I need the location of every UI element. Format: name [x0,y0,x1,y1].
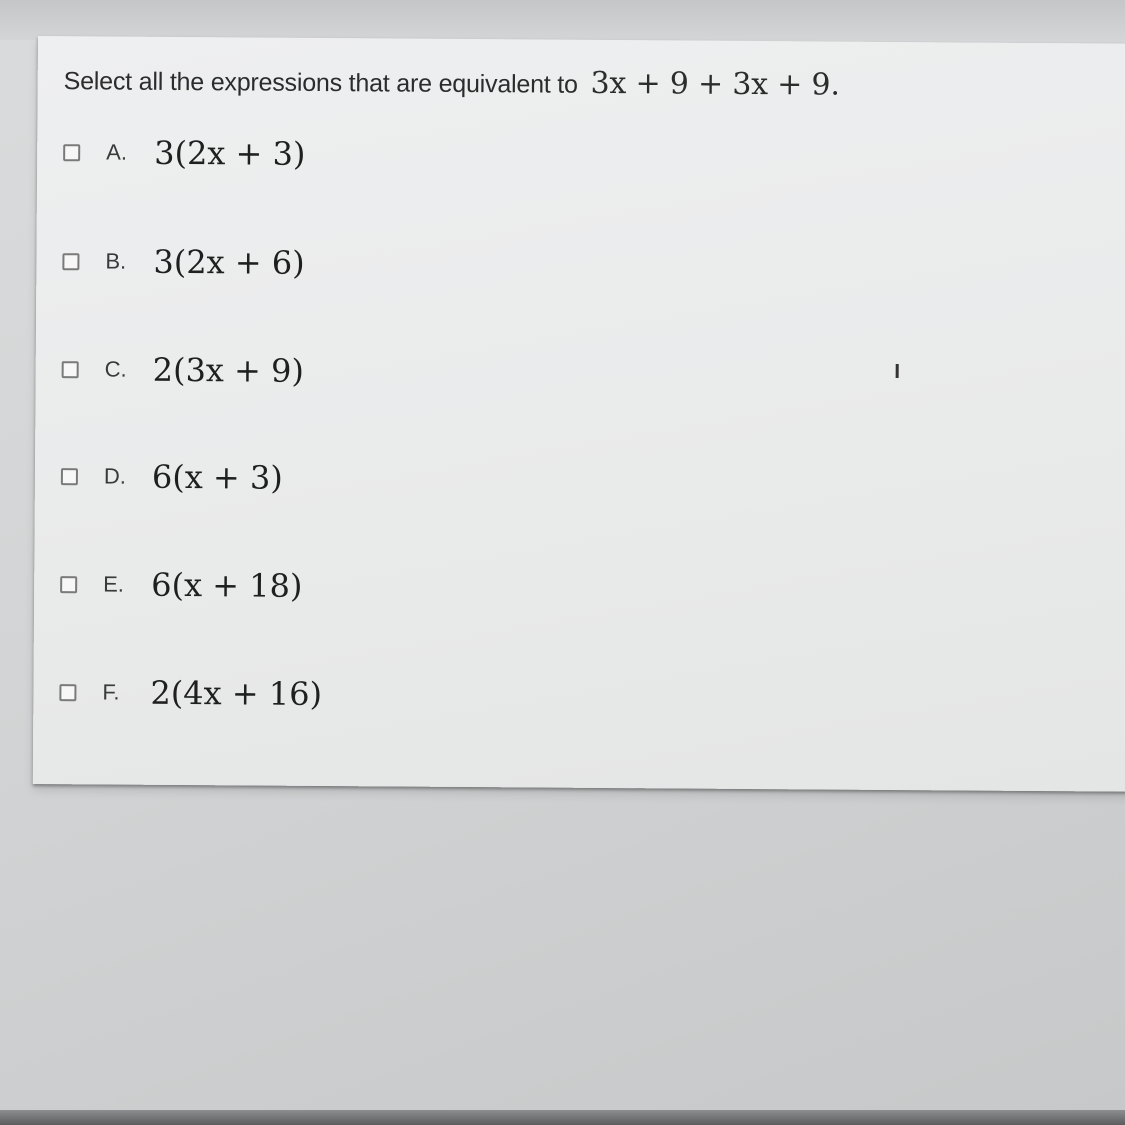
option-c[interactable] [62,347,305,393]
option-e[interactable] [60,562,303,608]
text-cursor-icon [896,364,899,378]
option-d-expression: 6(x + 3) [151,457,283,497]
option-d-letter: D. [103,463,127,489]
question-card [33,36,1125,792]
option-e-letter: E. [103,571,125,597]
option-f-expression: 2(4x + 16) [150,673,323,713]
option-d-checkbox[interactable] [61,468,78,485]
option-b-letter: B. [105,248,127,274]
option-b-checkbox[interactable] [62,253,79,270]
question-prompt [64,62,840,102]
question-expression: 3x + 9 + 3x + 9. [590,65,840,103]
option-b-expression: 3(2x + 6) [153,242,305,282]
option-f-letter: F. [102,679,120,705]
option-c-expression: 2(3x + 9) [152,350,305,390]
option-a-checkbox[interactable] [63,144,80,161]
option-c-letter: C. [104,356,127,382]
option-e-checkbox[interactable] [60,576,77,593]
option-d[interactable] [61,454,283,500]
option-f-checkbox[interactable] [59,684,76,701]
screen-bezel-bottom [0,1110,1125,1125]
option-a-letter: A. [106,139,128,165]
option-c-checkbox[interactable] [62,361,79,378]
option-e-expression: 6(x + 18) [151,565,303,605]
question-text: Select all the expressions that are equivalent to [63,67,578,99]
option-f[interactable] [59,670,322,716]
option-a[interactable] [63,130,306,176]
option-a-expression: 3(2x + 3) [154,133,306,173]
screen-bezel-top [0,0,1125,40]
option-b[interactable] [62,239,305,285]
